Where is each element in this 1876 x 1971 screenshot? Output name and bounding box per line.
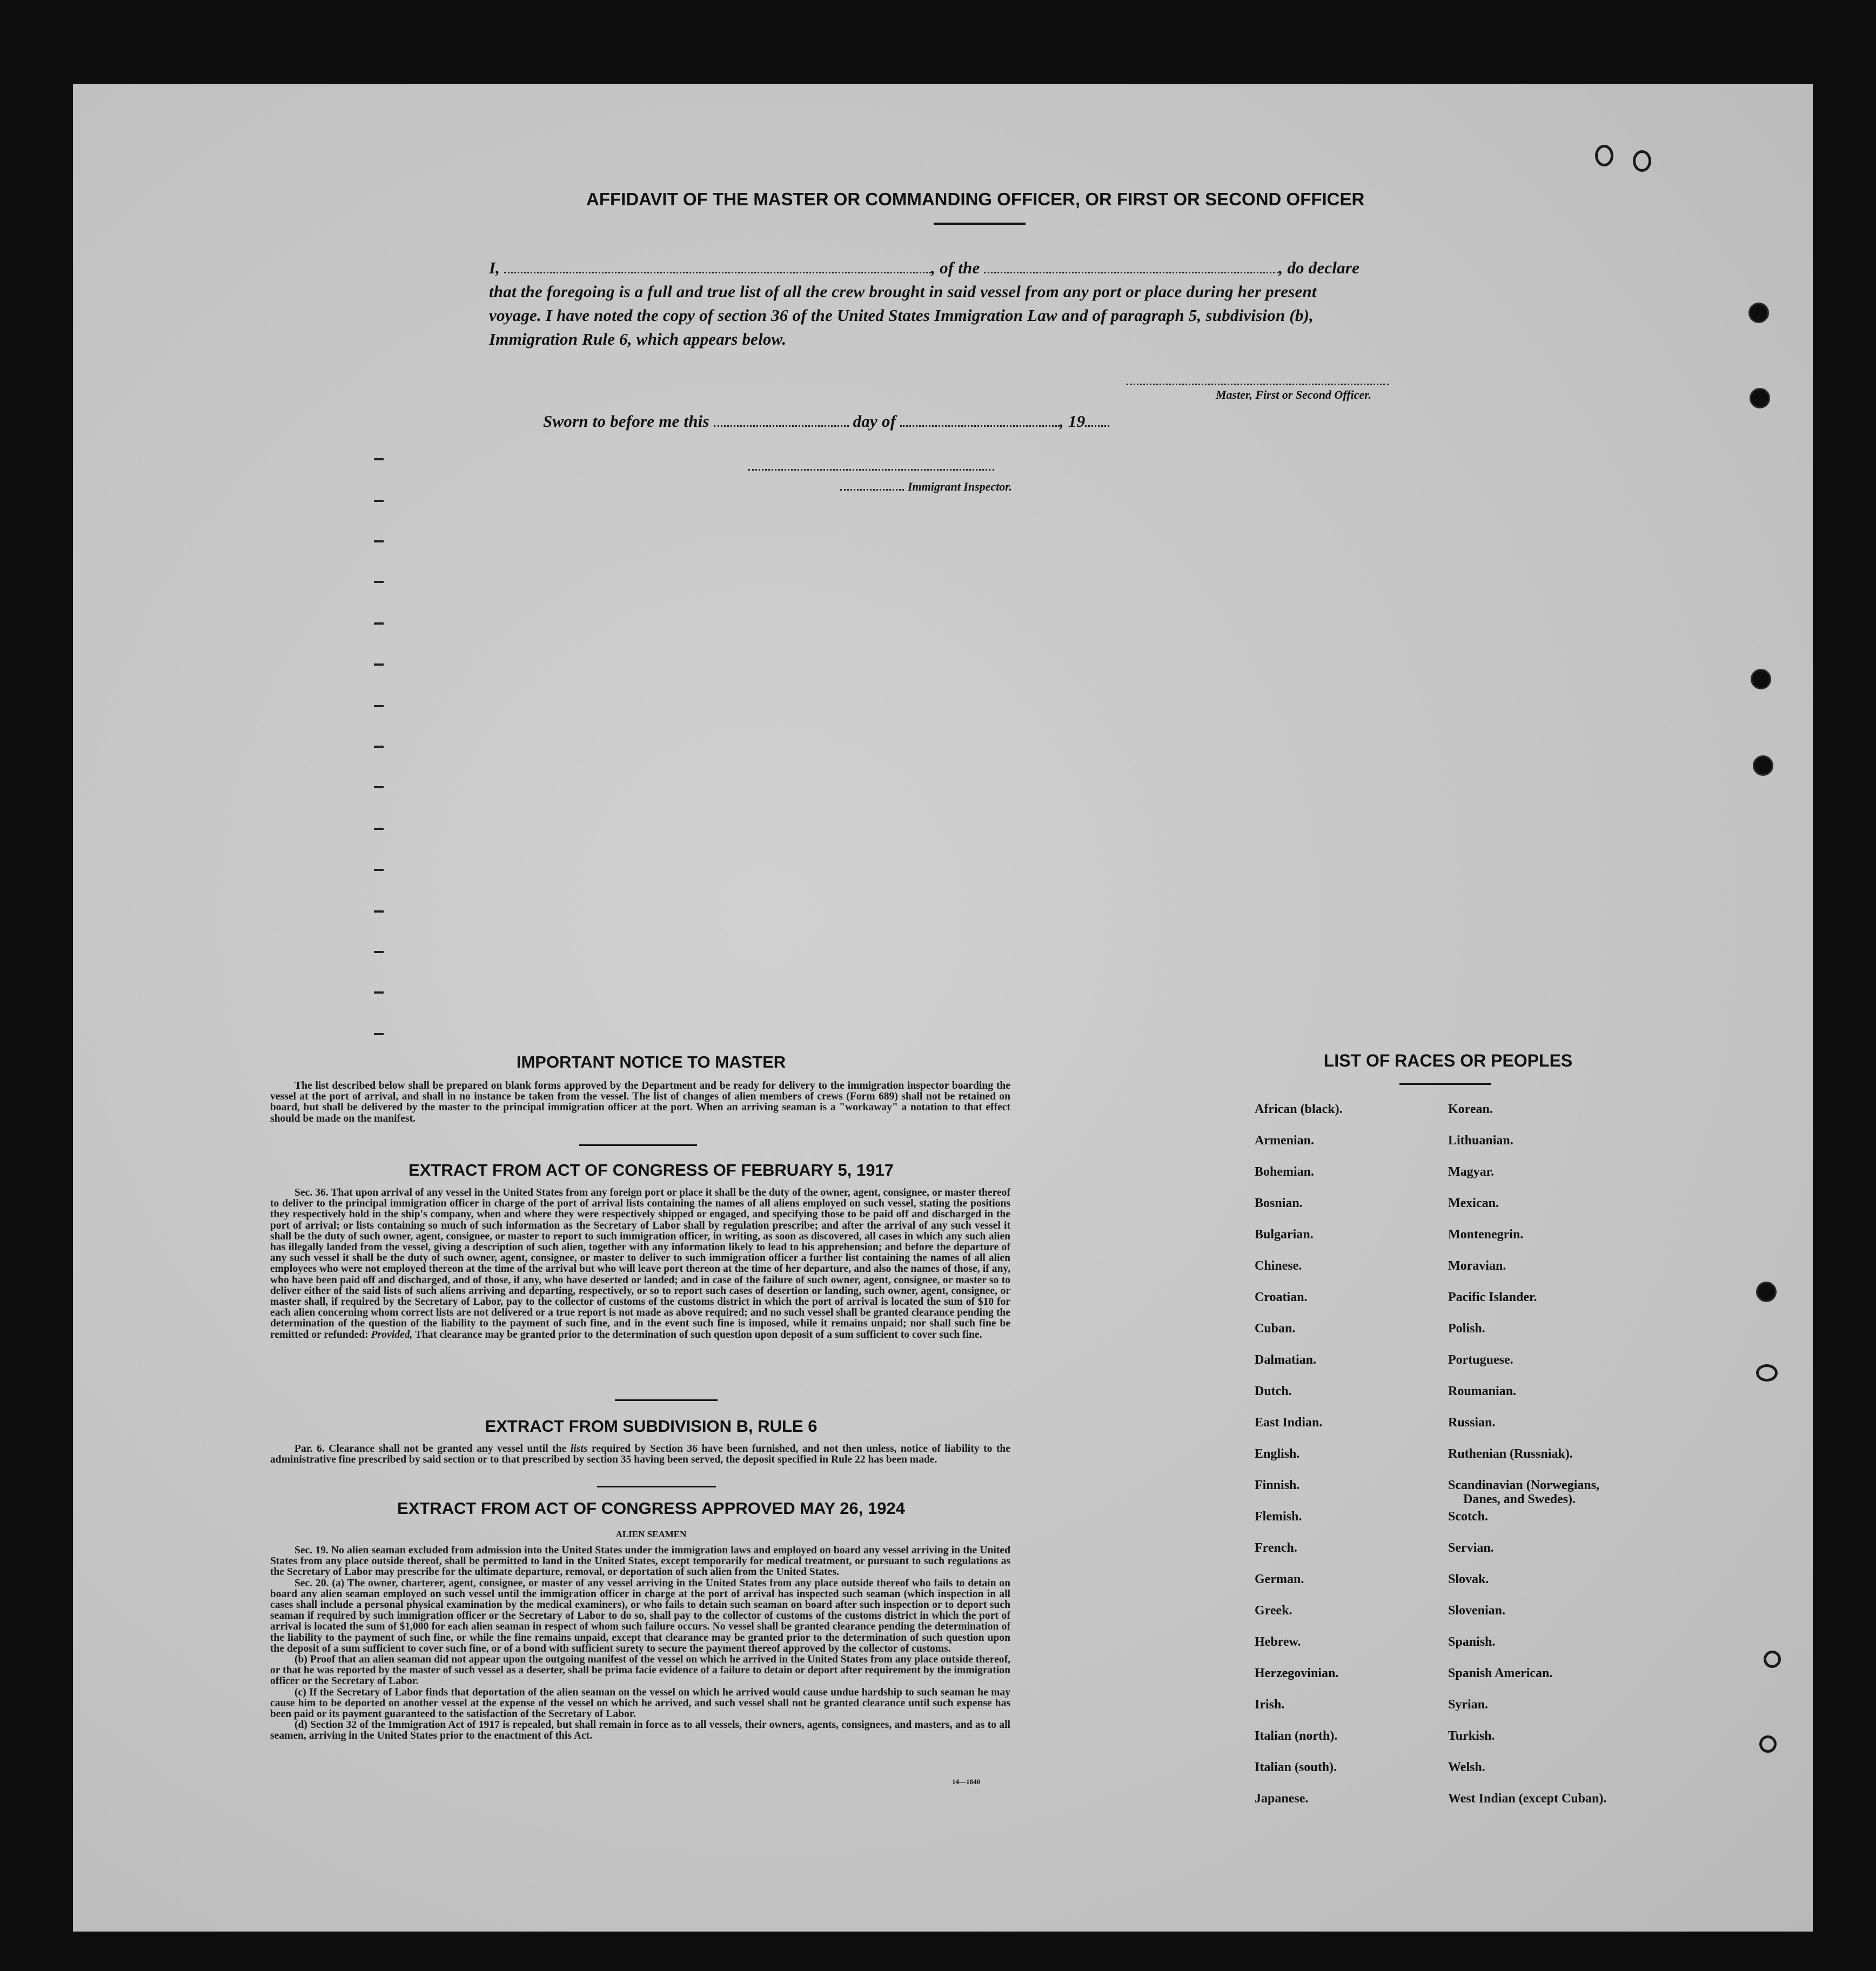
race-item: French. <box>1255 1541 1297 1555</box>
extract-rule6-text <box>270 1444 1010 1465</box>
race-item: English. <box>1255 1447 1300 1461</box>
race-item: Herzegovinian. <box>1255 1666 1339 1680</box>
affidavit-title: AFFIDAVIT OF THE MASTER OR COMMANDING OFFICER, OR FIRST OR SECOND OFFICER <box>586 189 1365 209</box>
text: required by Section 36 have been furnished, and not then unless, notice of liability to the administrative fine prescribed by said section or to that prescribed by section 35 having been served, the deposit specified in Rule 22 has been made. <box>270 1443 1011 1466</box>
paragraph: (d) Section 32 of the Immigration Act of 1917 is repealed, but shall remain in force as to all vessels, their owners, agents, consignees, and masters, and as to all seamen, arriving in the United States prior to the enactment of this Act. <box>270 1719 1010 1742</box>
race-item: Mexican. <box>1448 1196 1499 1210</box>
rule-tick <box>374 581 384 583</box>
race-item: Servian. <box>1448 1541 1494 1555</box>
extract-1924-text <box>270 1545 1010 1742</box>
race-item: Croatian. <box>1255 1290 1308 1304</box>
race-item: Slovenian. <box>1448 1604 1506 1618</box>
rule-tick <box>374 991 384 994</box>
paragraph: (c) If the Secretary of Labor finds that deportation of the alien seaman on the vessel on which he arrived would cause undue hardship to such seaman he may cause him to be deported on another vessel at the expense of the vessel on which he arrived, and such vessel shall not be granted clearance until such expense has been paid or its payment guaranteed to the satisfaction of the Secretary of Labor. <box>270 1686 1010 1720</box>
race-item: Roumanian. <box>1448 1384 1517 1398</box>
race-item: Russian. <box>1448 1416 1496 1430</box>
rule-tick <box>374 663 384 666</box>
text: Sworn to before me this <box>543 412 709 431</box>
rule-tick <box>374 705 384 707</box>
race-item: Bulgarian. <box>1255 1228 1314 1242</box>
affidavit-line-1 <box>489 258 1359 278</box>
section-divider <box>615 1399 718 1401</box>
rule-tick <box>374 540 384 542</box>
paragraph: The list described below shall be prepared on blank forms approved by the Department and be ready for delivery to the immigration inspector boarding the vessel at the port of arrival, and shall in no instance be taken from the vessel. The list of changes of alien members of crews (Form 689) shall not be retained on board, but shall be delivered by the master to the principal immigration officer at the port. When an arriving seaman is a "workaway" a notation to that effect should be made on the manifest. <box>270 1080 1010 1124</box>
text: lists <box>570 1443 588 1454</box>
race-item: Pacific Islander. <box>1448 1290 1537 1304</box>
rule-tick <box>374 828 384 830</box>
text: , 19 <box>1060 412 1086 431</box>
paragraph: Sec. 19. No alien seaman excluded from admission into the United States under the immigration laws and employed on board any vessel arriving in the United States from any place outside thereof, shall be permitted to land in the United States, except temporarily for medical treatment, or pursuant to such regulations as the Secretary of Labor may prescribe for the ultimate departure, removal, or deportation of such alien from the United States. <box>270 1545 1010 1578</box>
hole-punch-icon <box>1753 755 1773 776</box>
rule-tick <box>374 1033 384 1035</box>
race-item: Bohemian. <box>1255 1165 1315 1179</box>
section-divider <box>579 1144 697 1146</box>
inspector-label-line <box>840 489 904 491</box>
text: Sec. 36. That upon arrival of any vessel in the United States from any foreign port or place it shall be the duty of the owner, agent, consignee, or master thereof to deliver to the principal immigration officer in charge of the port of arrival lists containing the names of all aliens employed on such vessel, stating the positions they respectively hold in the ship's company, when and where they were respectively shipped or engaged, and specifying those to be paid off and discharged in the port of arrival; or lists containing so much of such information as the Secretary of Labor shall by regulation prescribe; and after the arrival of any such vessel it shall be the duty of such owner, agent, consignee, or master to report to such immigration officer, in writing, as soon as discovered, all cases in which any such alien has illegally landed from the vessel, giving a description of such alien, together with any information likely to lead to his apprehension; and before the departure of any such vessel it shall be the duty of such owner, agent, consignee, or master to deliver to such immigration officer a further list containing the names of all alien employees who were not employed thereon at the time of the arrival but who will leave port thereon at the time of her departure, and also the names of those, if any, who have been paid off and discharged, and of those, if any, who have deserted or landed; and in case of the failure of such owner, agent, consignee, or master so to deliver either of the said lists of such aliens arriving and departing, respectively, or so to report such cases of desertion or landing, such owner, agent, consignee, or master shall, if required by the Secretary of Labor, pay to the collector of customs of the customs district in which the port of arrival is located the sum of $10 for each alien concerning whom correct lists are not delivered or a true report is not made as above required; and no such vessel shall be granted clearance pending the determination of the question of the liability to the payment of such fine, and in the event such fine is imposed, while it remains unpaid; nor shall such fine be remitted or refunded: <box>270 1187 1010 1340</box>
race-item: German. <box>1255 1572 1304 1586</box>
race-item: Polish. <box>1448 1322 1485 1336</box>
race-item: Danes, and Swedes). <box>1463 1492 1576 1506</box>
section-divider <box>597 1486 716 1487</box>
extract-1924-subtitle: ALIEN SEAMEN <box>615 1529 687 1539</box>
text: Provided, <box>371 1329 413 1340</box>
hole-punch-icon <box>1751 669 1771 689</box>
inspector-label: Immigrant Inspector. <box>908 480 1013 493</box>
blank-day[interactable] <box>714 425 849 427</box>
rule-tick <box>374 458 384 460</box>
race-item: Chinese. <box>1255 1259 1302 1273</box>
title-underline <box>1399 1083 1491 1085</box>
text: That clearance may be granted prior to the determination of such question upon deposit of a sum sufficient to cover such fine. <box>414 1329 982 1340</box>
affidavit-line-4: Immigration Rule 6, which appears below. <box>489 330 787 348</box>
inspector-signature-line[interactable] <box>748 469 994 471</box>
blank-name[interactable] <box>504 271 931 273</box>
race-item: Montenegrin. <box>1448 1228 1524 1242</box>
hole-punch-icon <box>1764 1651 1781 1668</box>
race-item: Finnish. <box>1255 1478 1300 1492</box>
race-item: Italian (north). <box>1255 1729 1338 1743</box>
race-item: Irish. <box>1255 1698 1285 1712</box>
race-item: West Indian (except Cuban). <box>1448 1792 1607 1806</box>
hole-punch-icon <box>1750 388 1770 408</box>
race-item: Magyar. <box>1448 1165 1495 1179</box>
extract-1924-title: EXTRACT FROM ACT OF CONGRESS APPROVED MAY 26, 1924 <box>397 1499 905 1518</box>
race-item: East Indian. <box>1255 1416 1323 1430</box>
signature-label: Master, First or Second Officer. <box>1216 388 1372 401</box>
extract-1917-text <box>270 1188 1010 1340</box>
paragraph <box>270 1444 1010 1465</box>
rule-tick <box>374 869 384 871</box>
rule-tick <box>374 746 384 748</box>
blank-vessel[interactable] <box>984 271 1278 273</box>
text: day of <box>853 412 896 431</box>
race-item: Dalmatian. <box>1255 1353 1316 1367</box>
paragraph <box>270 1188 1010 1340</box>
extract-rule6-title: EXTRACT FROM SUBDIVISION B, RULE 6 <box>485 1417 818 1436</box>
blank-year[interactable] <box>1085 425 1109 427</box>
paragraph: Sec. 20. (a) The owner, charterer, agent, consignee, or master of any vessel arriving in the United States from any place outside thereof who fails to detain on board any alien seaman employed on such vessel until the immigration officer in charge at the port of arrival has inspected such seaman (which inspection in all cases shall include a personal physical examination by the medical examiners), or who fails to detain such seaman on board after such inspection or to deport such seaman if required by such immigration officer or the Secretary of Labor to do so, shall pay to the collector of customs of the customs district in which the port of arrival is located the sum of $1,000 for each alien seaman in respect of whom such failure occurs. No vessel shall be granted clearance pending the determination of the liability to the payment of such fine, or while the fine remains unpaid, except that clearance may be granted prior to the determination of such question upon the deposit of a sum sufficient to cover such fine, or of a bond with sufficient surety to secure the payment thereof approved by the collector of customs. <box>270 1577 1010 1654</box>
blank-month[interactable] <box>900 425 1060 427</box>
rule-tick <box>374 500 384 502</box>
text: Par. 6. Clearance shall not be granted any vessel until the <box>294 1443 567 1454</box>
race-item: Dutch. <box>1255 1384 1292 1398</box>
race-item: Cuban. <box>1255 1322 1296 1336</box>
race-item: Hebrew. <box>1255 1635 1301 1649</box>
race-item: Scandinavian (Norwegians, <box>1448 1478 1600 1492</box>
affidavit-line-3: voyage. I have noted the copy of section 36 of the United States Immigration Law and of paragraph 5, subdivision (b), <box>489 306 1314 325</box>
hole-punch-icon <box>1759 1735 1777 1753</box>
extract-1917-title: EXTRACT FROM ACT OF CONGRESS OF FEBRUARY 5, 1917 <box>408 1161 894 1179</box>
hole-punch-icon <box>1756 1364 1778 1382</box>
race-item: Scotch. <box>1448 1510 1488 1524</box>
hole-punch-icon <box>1748 303 1769 323</box>
text: , do declare <box>1278 258 1360 277</box>
race-item: Armenian. <box>1255 1134 1314 1148</box>
race-item: Spanish. <box>1448 1635 1496 1649</box>
race-item: Moravian. <box>1448 1259 1506 1273</box>
text: I, <box>489 258 500 277</box>
race-item: Syrian. <box>1448 1698 1489 1712</box>
race-item: Japanese. <box>1255 1792 1309 1806</box>
form-number: 14—1840 <box>952 1778 980 1786</box>
notice-text <box>270 1081 1010 1124</box>
rule-tick <box>374 910 384 913</box>
signature-line[interactable] <box>1127 384 1389 385</box>
race-item: Italian (south). <box>1255 1760 1337 1774</box>
race-item: Slovak. <box>1448 1572 1489 1586</box>
notice-title: IMPORTANT NOTICE TO MASTER <box>516 1052 786 1071</box>
race-item: Korean. <box>1448 1102 1493 1116</box>
rule-tick <box>374 622 384 625</box>
race-item: Lithuanian. <box>1448 1134 1513 1148</box>
text: , of the <box>931 258 980 277</box>
rule-tick <box>374 786 384 788</box>
sworn-line <box>543 412 1109 431</box>
paragraph: (b) Proof that an alien seaman did not appear upon the outgoing manifest of the vessel on which he arrived in the United States from any place outside thereof, or that he was reported by the master of such vessel as a deserter, shall be prima facie evidence of a failure to detain or deport after requirement by the immigration officer or the Secretary of Labor. <box>270 1654 1010 1687</box>
race-item: Portuguese. <box>1448 1353 1513 1367</box>
title-underline <box>934 223 1026 225</box>
hole-punch-icon <box>1633 150 1651 172</box>
affidavit-line-2: that the foregoing is a full and true list of all the crew brought in said vessel from any port or place during her present <box>489 282 1317 301</box>
race-item: Turkish. <box>1448 1729 1495 1743</box>
race-item: Bosnian. <box>1255 1196 1303 1210</box>
race-item: Greek. <box>1255 1604 1292 1618</box>
race-item: Ruthenian (Russniak). <box>1448 1447 1573 1461</box>
hole-punch-icon <box>1595 145 1613 166</box>
race-item: Welsh. <box>1448 1760 1485 1774</box>
rule-tick <box>374 951 384 953</box>
race-item: Flemish. <box>1255 1510 1302 1524</box>
hole-punch-icon <box>1756 1282 1777 1302</box>
races-title: LIST OF RACES OR PEOPLES <box>1323 1051 1573 1070</box>
race-item: Spanish American. <box>1448 1666 1553 1680</box>
race-item: African (black). <box>1255 1102 1343 1116</box>
